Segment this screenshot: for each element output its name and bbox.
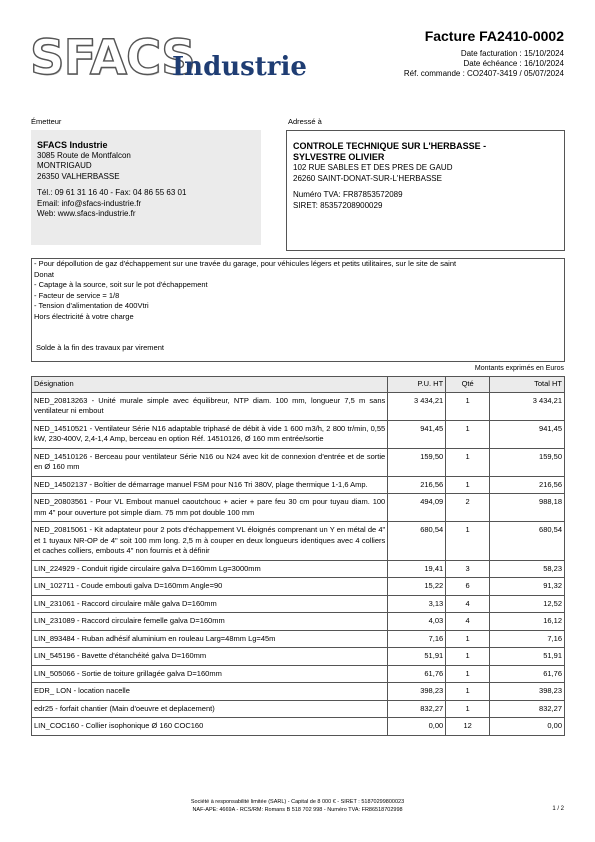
row-designation: LIN_102711 - Coude embouti galva D=160mm Angle=90 [32,578,388,596]
description-line: - Facteur de service = 1/8 [34,290,120,300]
row-unit-price: 4,03 [388,613,446,631]
row-unit-price: 216,56 [388,476,446,494]
emitter-phone: Tél.: 09 61 31 16 40 - Fax: 04 86 55 63 01 [37,188,187,197]
description-line: Donat [34,269,55,279]
row-unit-price: 61,76 [388,665,446,683]
description-line: - Tension d'alimentation de 400Vtri [34,301,149,310]
recipient-tva: Numéro TVA: FR87853572089 [293,190,403,199]
row-total: 7,16 [490,630,565,648]
currency-note: Montants exprimés en Euros [474,365,564,372]
page-number: 1 / 2 [552,806,564,812]
table-row [32,595,565,613]
row-quantity: 4 [446,595,490,613]
row-designation: NED_14510521 - Ventilateur Série N16 adaptable triphasé de débit à vide 1 600 m3/h, 2 800 tr/min, 0,55 kW, 230-400V, 2,4-1,4 Amp, berceau en option Réf. 14510126, Ø 160 mm entrée/sortie [32,420,388,448]
row-quantity: 12 [446,718,490,736]
row-total: 91,32 [490,578,565,596]
row-unit-price: 832,27 [388,700,446,718]
table-row [32,718,565,736]
date-facturation: Date facturation : 15/10/2024 [460,49,564,58]
footer-line: Société à responsabilité limitée (SARL) - Capital de 8 000 € - SIRET : 51870299800023 [190,799,405,805]
row-designation: NED_14510126 - Berceau pour ventilateur Série N16 ou N24 avec kit de connexion d'entrée et de sortie en Ø 160 mm [32,448,388,476]
table-row [32,648,565,666]
row-designation: EDR_ LON - location nacelle [32,683,388,701]
row-quantity: 1 [446,420,490,448]
logo-sfacs-text: SFACS [30,30,195,86]
row-total: 58,23 [490,560,565,578]
recipient-address-line: 102 RUE SABLES ET DES PRES DE GAUD [293,163,453,172]
description-line: Hors électricité à votre charge [34,311,134,321]
table-row [32,665,565,683]
row-designation: LIN_224929 - Conduit rigide circulaire galva D=160mm Lg=3000mm [32,560,388,578]
invoice-title: Facture FA2410-0002 [424,28,564,44]
invoice-description [31,258,565,362]
line-items-table [31,376,565,736]
recipient-address-line: 26260 SAINT-DONAT-SUR-L'HERBASSE [293,173,442,183]
row-quantity: 4 [446,613,490,631]
row-quantity: 1 [446,522,490,561]
emitter-block [31,130,261,245]
row-quantity: 6 [446,578,490,596]
row-designation: LIN_231061 - Raccord circulaire mâle galva D=160mm [32,595,388,613]
adresse-label: Adressé à [288,117,322,126]
row-designation: LIN_893484 - Ruban adhésif aluminium en rouleau Larg=48mm Lg=45m [32,630,388,648]
recipient-siret: SIRET: 85357208900029 [293,200,383,210]
payment-terms: Solde à la fin des travaux par virement [36,343,164,352]
row-total: 988,18 [490,494,565,522]
header-unit-price: P.U. HT [388,377,446,393]
emetteur-label: Émetteur [31,117,62,126]
emitter-email: Email: info@sfacs-industrie.fr [37,198,142,208]
row-total: 941,45 [490,420,565,448]
row-unit-price: 19,41 [388,560,446,578]
row-designation: LIN_545196 - Bavette d'étanchéité galva D=160mm [32,648,388,666]
logo-industrie-text: Industrie [172,52,307,82]
footer-line: NAF-APE: 4669A - RCS/RM: Romans B 518 702 998 - Numéro TVA: FR86518702998 [192,807,403,813]
row-unit-price: 3 434,21 [388,392,446,420]
row-designation: NED_20803561 - Pour VL Embout manuel caoutchouc + acier + pare feu 30 cm pour tuyau diam. 100 mm 4" pour ouverture pot simple diam. 75 mm pot double 100 mm [32,494,388,522]
row-total: 51,91 [490,648,565,666]
emitter-web: Web: www.sfacs-industrie.fr [37,209,136,218]
table-header-row [32,377,565,393]
emitter-address-line: 26350 VALHERBASSE [37,171,120,181]
row-designation: NED_14502137 - Boîtier de démarrage manuel FSM pour N16 Tri 380V, plage thermique 1-1,6 Amp. [32,476,388,494]
row-quantity: 1 [446,448,490,476]
row-quantity: 1 [446,700,490,718]
company-logo [30,30,307,86]
row-total: 16,12 [490,613,565,631]
row-total: 216,56 [490,476,565,494]
row-designation: NED_20815061 - Kit adaptateur pour 2 pots d'échappement VL éloignés comprenant un Y en métal de 4" et 1 tuyaux NR-OP de 4" soit 100 mm long. 2,5 m à couper en deux longueurs identiques avec 4 colliers et caches colliers, embouts 4" non fournis et à définir [32,522,388,561]
table-row [32,560,565,578]
header-quantity: Qté [446,377,490,393]
row-unit-price: 51,91 [388,648,446,666]
header-designation: Désignation [32,377,388,393]
row-designation: LIN_505066 - Sortie de toiture grillagée galva D=160mm [32,665,388,683]
row-unit-price: 15,22 [388,578,446,596]
table-row [32,476,565,494]
row-quantity: 1 [446,630,490,648]
invoice-meta [404,49,564,78]
date-echeance: Date échéance : 16/10/2024 [463,58,564,68]
row-quantity: 1 [446,665,490,683]
row-total: 12,52 [490,595,565,613]
emitter-address-line: MONTRIGAUD [37,161,92,170]
row-unit-price: 941,45 [388,420,446,448]
description-line: - Captage à la source, soit sur le pot d'échappement [34,280,208,289]
row-unit-price: 159,50 [388,448,446,476]
row-total: 3 434,21 [490,392,565,420]
row-total: 680,54 [490,522,565,561]
row-total: 398,23 [490,683,565,701]
row-total: 159,50 [490,448,565,476]
emitter-name: SFACS Industrie [37,140,108,150]
row-quantity: 2 [446,494,490,522]
row-quantity: 1 [446,392,490,420]
header-total: Total HT [490,377,565,393]
row-total: 0,00 [490,718,565,736]
table-row [32,522,565,561]
ref-commande: Réf. commande : CO2407-3419 / 05/07/2024 [403,68,564,78]
row-designation: NED_20813263 - Unité murale simple avec équilibreur, NTP diam. 100 mm, longueur 7,5 m sans ventilateur ni embout [32,392,388,420]
legal-footer [0,798,595,814]
table-row [32,613,565,631]
emitter-address-line: 3085 Route de Montfalcon [37,150,131,160]
table-row [32,448,565,476]
row-unit-price: 494,09 [388,494,446,522]
row-unit-price: 7,16 [388,630,446,648]
row-quantity: 1 [446,683,490,701]
table-row [32,494,565,522]
row-designation: LIN_COC160 - Collier isophonique Ø 160 COC160 [32,718,388,736]
row-quantity: 3 [446,560,490,578]
table-row [32,630,565,648]
row-unit-price: 0,00 [388,718,446,736]
table-row [32,392,565,420]
recipient-name-2: SYLVESTRE OLIVIER [293,152,385,162]
row-unit-price: 3,13 [388,595,446,613]
table-row [32,700,565,718]
row-unit-price: 680,54 [388,522,446,561]
row-quantity: 1 [446,648,490,666]
table-row [32,683,565,701]
row-total: 61,76 [490,665,565,683]
recipient-block [286,130,565,251]
row-quantity: 1 [446,476,490,494]
description-line: - Pour dépollution de gaz d'échappement sur une travée du garage, pour véhicules légers et petits utilitaires, sur le site de saint [34,259,457,268]
row-total: 832,27 [490,700,565,718]
row-designation: LIN_231089 - Raccord circulaire femelle galva D=160mm [32,613,388,631]
row-unit-price: 398,23 [388,683,446,701]
table-row [32,420,565,448]
table-row [32,578,565,596]
recipient-name: CONTROLE TECHNIQUE SUR L'HERBASSE - [293,141,487,151]
row-designation: edr25 - forfait chantier (Main d'oeuvre et deplacement) [32,700,388,718]
